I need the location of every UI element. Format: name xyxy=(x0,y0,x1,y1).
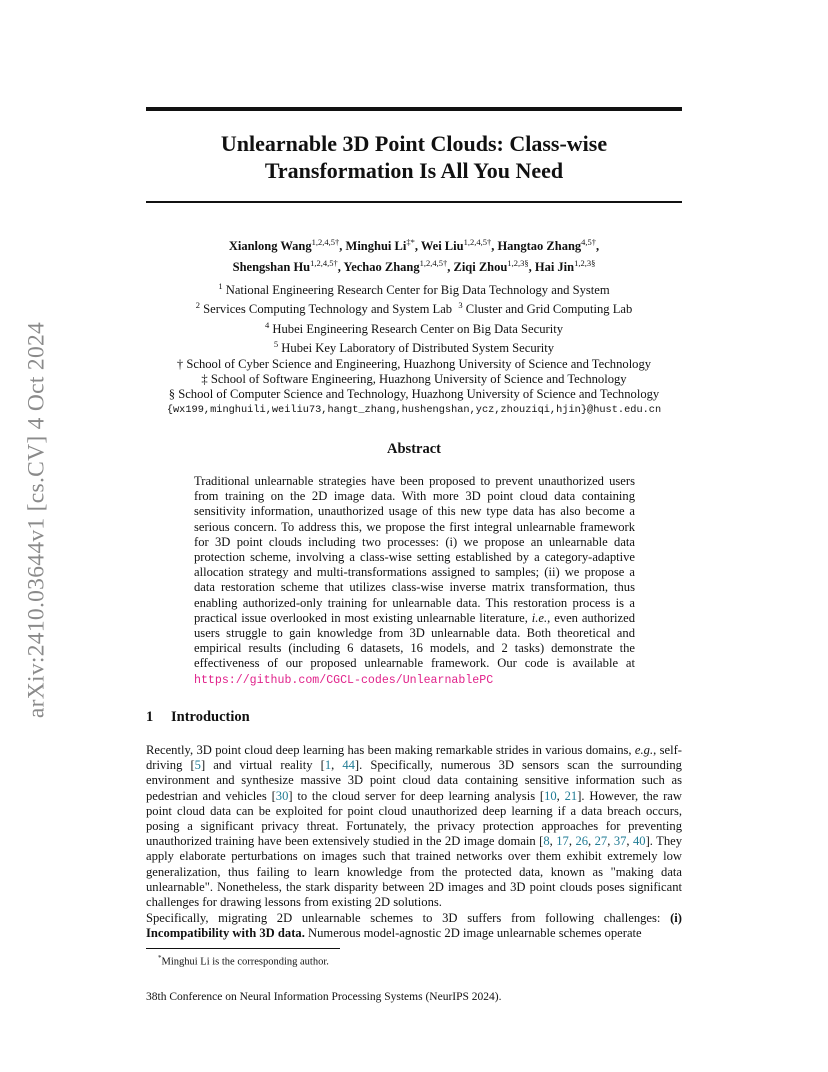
citation-link[interactable]: 1 xyxy=(324,758,332,773)
challenge-bold: (i) Incompatibility with 3D data. xyxy=(146,911,682,941)
affiliations xyxy=(130,279,698,418)
abstract-text-2: , even authorized users struggle to gain knowledge from 3D unlearnable data. Both theoretical and empirical results (including 6 datasets, 16 models, and 2 tasks) demonstrate the effectiveness of our proposed unlearnable framework. Our code is available at xyxy=(194,610,635,671)
text-run: ]. However, the raw point cloud data can be exploited for point cloud unauthorized deep learning if a data breach occurs, posing a significant privacy threat. Fortunately, the privacy protection approaches for preventing unauthorized training have been extensively studied in the 2D image domain [ xyxy=(146,788,682,849)
text-eg: e.g. xyxy=(634,743,654,757)
author-emails: {wx199,minghuili,weiliu73,hangt_zhang,hushengshan,ycz,zhouziqi,hjin}@hust.edu.cn xyxy=(166,404,662,417)
title-bottom-rule xyxy=(146,201,682,203)
author-affil-sup: 1,2,4,5† xyxy=(310,258,338,269)
text-run: , xyxy=(568,834,576,849)
text-run: ]. They apply elaborate perturbations on images such that trained networks over them exhibit extremely low generalization, thus failing to learn knowledge from the protected data, known as "making data unlearnable". Nonetheless, the stark disparity between 2D images and 3D point clouds poses significant challenges for drawing lessons from existing 2D solutions. xyxy=(146,834,683,910)
author-name: Shengshan Hu xyxy=(232,260,311,275)
author-sep: , xyxy=(414,239,421,254)
author-name: Minghui Li xyxy=(345,239,407,254)
author-affil-sup: 1,2,3§ xyxy=(507,258,529,269)
affil-sup: 5 xyxy=(273,339,279,350)
text-run: Recently, 3D point cloud deep learning has been making remarkable strides in various domains, xyxy=(146,743,632,757)
author-sep: , xyxy=(491,239,498,254)
author-affil-sup: 1,2,3§ xyxy=(574,258,596,269)
author-list xyxy=(146,234,682,276)
author-sep: , xyxy=(596,239,600,254)
affiliation-5 xyxy=(130,337,698,356)
affil-text: Hubei Engineering Research Center on Big Data Security xyxy=(272,321,564,336)
author-name: Hangtao Zhang xyxy=(497,239,582,254)
footnote-rule xyxy=(146,948,340,949)
citation-link[interactable]: 26 xyxy=(575,834,589,849)
affiliation-dagger: † School of Cyber Science and Engineering, Huazhong University of Science and Technology xyxy=(176,356,652,371)
author-sep: , xyxy=(447,260,454,275)
title-top-rule xyxy=(146,107,682,111)
footnote xyxy=(158,952,329,969)
citation-link[interactable]: 5 xyxy=(194,758,201,773)
citation-link[interactable]: 27 xyxy=(594,834,608,849)
text-run: Specifically, migrating 2D unlearnable schemes to 3D suffers from following challenges: xyxy=(146,911,661,925)
affil-sup: 4 xyxy=(264,319,270,330)
intro-paragraph-2 xyxy=(146,911,682,941)
affil-text: Services Computing Technology and System Lab xyxy=(203,302,453,317)
text-run: Numerous model-agnostic 2D image unlearnable schemes operate xyxy=(308,926,642,941)
affiliation-ddagger: ‡ School of Software Engineering, Huazhong University of Science and Technology xyxy=(201,371,627,386)
author-line-2 xyxy=(146,255,682,276)
arxiv-identifier: arXiv:2410.03644v1 [cs.CV] 4 Oct 2024 xyxy=(23,321,50,719)
author-affil-sup: ‡* xyxy=(406,237,415,247)
citation-link[interactable]: 10 xyxy=(544,788,557,803)
text-run: ] to the cloud server for deep learning analysis [ xyxy=(288,788,545,803)
venue-line: 38th Conference on Neural Information Processing Systems (NeurIPS 2024). xyxy=(146,991,502,1003)
citation-link[interactable]: 37 xyxy=(613,834,627,849)
citation-link[interactable]: 40 xyxy=(633,834,646,849)
abstract-body xyxy=(194,474,635,688)
text-run: , xyxy=(588,834,595,849)
affil-text: Hubei Key Laboratory of Distributed System Security xyxy=(281,341,555,356)
footnote-mark: * xyxy=(158,954,162,962)
abstract-text-1: Traditional unlearnable strategies have been proposed to prevent unauthorized users from training on the 2D image data. With more 3D point cloud data containing sensitivity information, unauthorized usage of this new type data has also become a serious concern. To address this, we propose the first integral unlearnable framework for 3D point clouds including two processes: (i) we propose an unlearnable data protection scheme, involving a class-wise setting established by a category-adaptive allocation strategy and multi-transformations assigned to samples; (ii) we propose a data restoration scheme that utilizes class-wise inverse matrix transformation, thus enabling authorized-only training for unlearnable data. This restoration process is a practical issue overlooked in most existing unlearnable literature, xyxy=(194,474,635,625)
author-line-1 xyxy=(146,234,682,255)
footnote-text: Minghui Li is the corresponding author. xyxy=(161,956,329,968)
affiliation-section: § School of Computer Science and Technology, Huazhong University of Science and Technology xyxy=(168,386,660,401)
code-link[interactable]: https://github.com/CGCL-codes/UnlearnablePC xyxy=(194,673,494,687)
citation-link[interactable]: 8 xyxy=(543,834,550,849)
text-run: , xyxy=(626,834,633,849)
intro-paragraph-1 xyxy=(146,743,682,910)
author-sep: , xyxy=(339,239,346,254)
citation-link[interactable]: 17 xyxy=(556,834,569,849)
affil-text: Cluster and Grid Computing Lab xyxy=(465,302,633,317)
author-sep: , xyxy=(528,260,535,275)
affil-sup: 1 xyxy=(218,281,223,291)
abstract-heading: Abstract xyxy=(387,441,441,457)
author-affil-sup: 1,2,4,5† xyxy=(463,237,492,247)
affil-sup: 3 xyxy=(458,300,463,311)
text-run: , xyxy=(556,788,565,803)
text-run: ] and virtual reality [ xyxy=(200,758,325,773)
text-run: ]. Specifically, numerous 3D sensors scan the surrounding environment and synthesize massive 3D point cloud data containing sensitive information such as pedestrian and vehicles [ xyxy=(146,758,682,803)
author-name: Hai Jin xyxy=(534,260,575,275)
text-run: , xyxy=(331,758,343,773)
author-affil-sup: 1,2,4,5† xyxy=(419,258,448,269)
author-sep: , xyxy=(337,260,344,275)
author-name: Yechao Zhang xyxy=(343,260,420,275)
affil-sup: 2 xyxy=(195,300,200,311)
citation-link[interactable]: 21 xyxy=(564,788,578,803)
author-affil-sup: 1,2,4,5† xyxy=(311,237,340,247)
title-line-2: Transformation Is All You Need xyxy=(264,157,564,183)
text-run: , xyxy=(549,834,557,849)
title-line-1: Unlearnable 3D Point Clouds: Class-wise xyxy=(220,131,608,156)
affiliation-4 xyxy=(130,318,698,337)
author-affil-sup: 4,5† xyxy=(581,237,597,247)
affiliation-2-3 xyxy=(130,298,698,317)
abstract-ie: i.e. xyxy=(531,610,548,625)
section-title: Introduction xyxy=(171,709,250,725)
author-name: Wei Liu xyxy=(420,239,464,254)
text-run: , xyxy=(607,834,614,849)
section-number: 1 xyxy=(146,709,154,725)
affiliation-1 xyxy=(130,279,698,298)
citation-link[interactable]: 44 xyxy=(342,758,355,773)
paper-title xyxy=(146,131,682,184)
arxiv-sidebar xyxy=(20,292,54,748)
author-name: Xianlong Wang xyxy=(228,239,312,254)
text-run: , self-driving [ xyxy=(146,743,682,773)
affil-text: National Engineering Research Center for Big Data Technology and System xyxy=(225,283,610,298)
section-heading-introduction xyxy=(146,709,250,726)
citation-link[interactable]: 30 xyxy=(275,788,289,803)
author-name: Ziqi Zhou xyxy=(453,260,508,275)
